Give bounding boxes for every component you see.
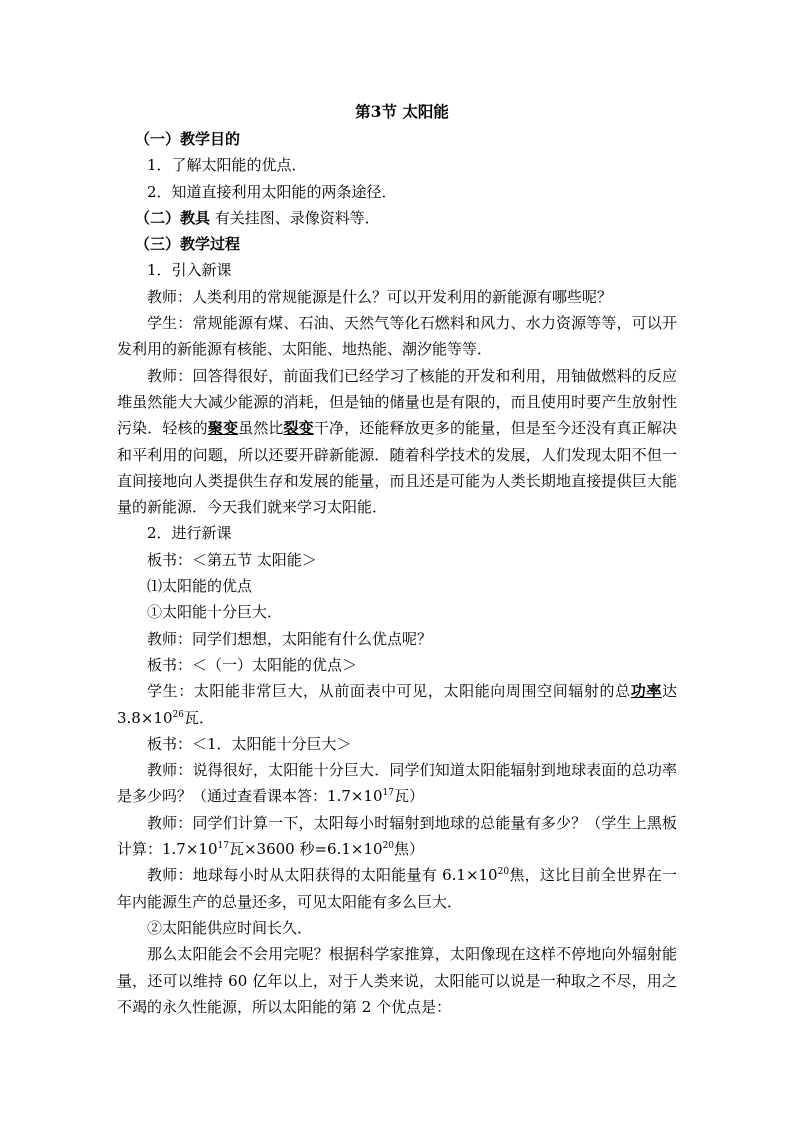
- heading-aids: （二）教具: [135, 208, 211, 227]
- page-title: 第3节 太阳能: [355, 102, 449, 121]
- text-run: 教师：说得很好，太阳能十分巨大．同学们知道太阳能辐射到地球表面的总功率是多少吗？（通过查看课本答：1.7×10: [117, 761, 677, 806]
- text-run: 干净，还能释放更多的能量，但是至今还没有真正解决和平利用的问题，所以还要开辟新能源．随着科学技术的发展，人们发现太阳不但一直间接地向人类提供生存和发展的能量，而且还是可能为人类长期地直接提供巨大能量的新能源．今天我们就来学习太阳能．: [117, 419, 677, 517]
- goal-item: 2．知道直接利用太阳能的两条途径．: [147, 182, 397, 201]
- term-power: 功率: [630, 682, 662, 701]
- teaching-aids: [117, 205, 677, 231]
- text-run: 焦）: [394, 840, 425, 859]
- exponent: 17: [382, 788, 394, 799]
- text-run: 瓦）: [393, 787, 424, 806]
- paragraph: [117, 678, 677, 731]
- board-note: 板书：＜（一）太阳能的优点＞: [147, 655, 358, 674]
- point-item: ①太阳能十分巨大．: [147, 603, 283, 622]
- aids-text: 有关挂图、录像资料等．: [210, 208, 380, 227]
- document-body: [117, 98, 677, 1020]
- exponent: 20: [382, 841, 395, 852]
- exponent: 17: [217, 841, 229, 852]
- text-run: 虽然比: [238, 419, 284, 438]
- goal-item: 1．了解太阳能的优点．: [147, 156, 307, 175]
- text-run: 瓦×3600 秒=6.1×10: [228, 840, 383, 859]
- board-note: 板书：＜第五节 太阳能＞: [147, 550, 317, 569]
- paragraph: [117, 862, 677, 915]
- exponent: 20: [497, 867, 510, 878]
- text-run: 达 3.8×10: [117, 682, 677, 727]
- term-fusion: 聚变: [207, 419, 239, 438]
- paragraph: 学生：常规能源有煤、石油、天然气等化石燃料和风力、水力资源等等，可以开发利用的新能源有核能、太阳能、地热能、潮汐能等等．: [117, 314, 677, 359]
- paragraph: 教师：人类利用的常规能源是什么？可以开发利用的新能源有哪些呢？: [147, 287, 613, 306]
- board-note: 板书：＜1．太阳能十分巨大＞: [147, 734, 352, 753]
- heading-objectives: （一）教学目的: [135, 130, 241, 148]
- text-run: 焦，这比目前全世界在一年内能源生产的总量还多，可见太阳能有多么巨大．: [117, 866, 677, 911]
- step-heading: 2．进行新课: [147, 524, 232, 543]
- text-run: 教师：同学们计算一下，太阳每小时辐射到地球的总能量有多少？（学生上黑板计算：1.7×10: [117, 813, 677, 859]
- exponent: 26: [172, 709, 184, 720]
- text-run: 教师：地球每小时从太阳获得的太阳能量有 6.1×10: [147, 866, 498, 885]
- paragraph: [117, 810, 677, 863]
- step-heading: 1．引入新课: [147, 261, 232, 280]
- paragraph: 那么太阳能会不会用完呢？根据科学家推算，太阳像现在这样不停地向外辐射能量，还可以维持 60 亿年以上，对于人类来说，太阳能可以说是一种取之不尽，用之不竭的永久性能源，所以太阳能的第 2 个优点是：: [117, 945, 677, 1016]
- paragraph: 教师：同学们想想，太阳能有什么优点呢？: [147, 629, 433, 648]
- point-item: ②太阳能供应时间长久．: [147, 918, 313, 937]
- text-run: 学生：太阳能非常巨大，从前面表中可见，太阳能向周围空间辐射的总: [147, 682, 631, 701]
- paragraph: [117, 363, 677, 521]
- heading-process: （三）教学过程: [135, 235, 241, 254]
- text-run: 教师：回答得很好，前面我们已经学习了核能的开发和利用，用铀做燃料的反应堆虽然能大大减少能源的消耗，但是铀的储量也是有限的，而且使用时要产生放射性污染．轻核的: [117, 366, 677, 438]
- paragraph: [117, 757, 677, 810]
- text-run: 瓦．: [183, 708, 214, 727]
- sub-heading: ⑴太阳能的优点: [147, 577, 253, 596]
- term-fission: 裂变: [283, 419, 314, 438]
